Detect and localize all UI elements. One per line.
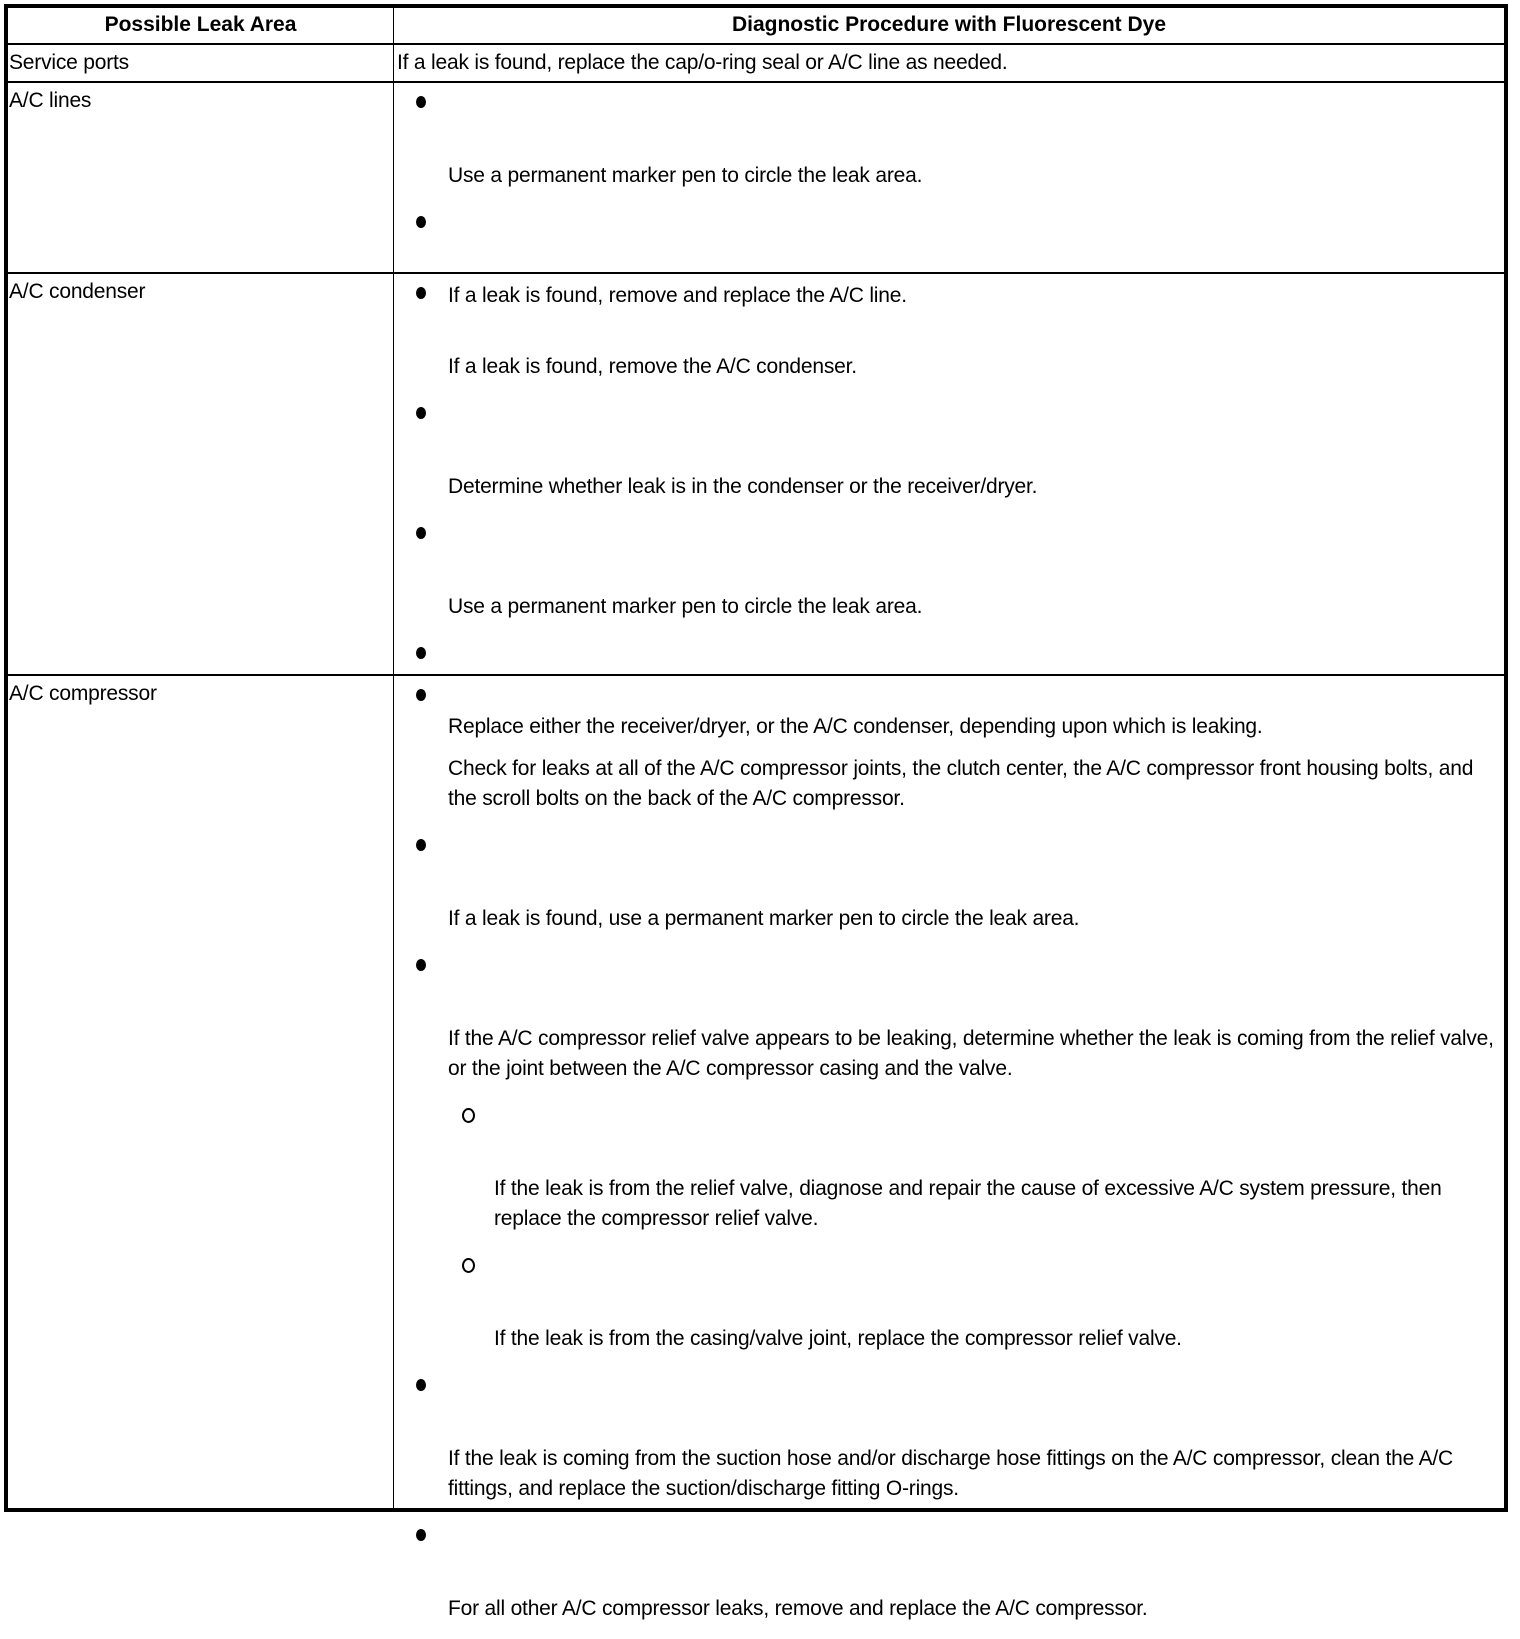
- list-item: [394, 949, 1494, 1369]
- leak-area-label: Service ports: [9, 51, 129, 74]
- list-item-text: For all other A/C compressor leaks, remove and replace the A/C compressor.: [448, 1597, 1148, 1620]
- bullet-disc-icon: [416, 1379, 426, 1391]
- list-item-text: Determine whether leak is in the condenser or the receiver/dryer.: [448, 475, 1038, 498]
- list-item-text: Use a permanent marker pen to circle the leak area.: [448, 164, 923, 187]
- leak-diagnosis-table: [4, 4, 1508, 1620]
- list-item-text: Check for leaks at all of the A/C compressor joints, the clutch center, the A/C compressor front housing bolts, and the scroll bolts on the back of the A/C compressor.: [448, 757, 1474, 810]
- table-row-service-ports: [8, 45, 1504, 83]
- list-item-text: If a leak is found, remove the A/C condenser.: [448, 355, 857, 378]
- procedure-cell: [394, 83, 1504, 307]
- table-row-ac-compressor: [8, 676, 1504, 1620]
- list-item: [394, 679, 1494, 829]
- bullet-disc-icon: [416, 689, 426, 701]
- list-item-text: If the leak is coming from the suction hose and/or discharge hose fittings on the A/C compressor, clean the A/C fittings, and replace the suction/discharge fitting O-rings.: [448, 1447, 1454, 1500]
- bullet-disc-icon: [416, 959, 426, 971]
- sub-list-item-text: If the leak is from the relief valve, diagnose and repair the cause of excessive A/C system pressure, then replace the compressor relief valve.: [494, 1177, 1442, 1230]
- list-item-text: If a leak is found, use a permanent marker pen to circle the leak area.: [448, 907, 1080, 930]
- bullet-disc-icon: [416, 216, 426, 228]
- list-item-text: If the A/C compressor relief valve appears to be leaking, determine whether the leak is coming from the relief valve, or the joint between the A/C compressor casing and the valve.: [448, 1027, 1494, 1080]
- bullet-disc-icon: [416, 1529, 426, 1541]
- leak-area-cell: [8, 676, 394, 1508]
- list-item: [394, 277, 1494, 397]
- leak-area-label: A/C lines: [9, 89, 92, 112]
- list-item-text: Use a permanent marker pen to circle the leak area.: [448, 595, 923, 618]
- leak-area-label: A/C compressor: [9, 682, 157, 705]
- header-diagnostic-procedure: Diagnostic Procedure with Fluorescent Dye: [731, 13, 1167, 36]
- procedure-text: If a leak is found, replace the cap/o-ring seal or A/C line as needed.: [397, 51, 1008, 74]
- leak-area-cell: [8, 45, 394, 81]
- bullet-disc-icon: [416, 527, 426, 539]
- sub-list-item-text: If the leak is from the casing/valve joint, replace the compressor relief valve.: [494, 1327, 1182, 1350]
- procedure-cell: [394, 676, 1504, 1620]
- bullet-disc-icon: [416, 96, 426, 108]
- list-item: [394, 517, 1494, 637]
- sub-list-item: [444, 1099, 1494, 1249]
- procedure-cell: [394, 45, 1504, 81]
- list-item: [394, 1519, 1494, 1639]
- bullet-disc-icon: [416, 287, 426, 299]
- list-item-text: If a leak is found, remove and replace the A/C line.: [448, 284, 907, 307]
- bullet-disc-icon: [416, 647, 426, 659]
- sub-procedure-list: [448, 1099, 1494, 1369]
- sub-list-item: [444, 1249, 1494, 1369]
- bullet-disc-icon: [416, 839, 426, 851]
- leak-area-cell: [8, 274, 394, 674]
- bullet-disc-icon: [416, 407, 426, 419]
- leak-area-label: A/C condenser: [9, 280, 146, 303]
- list-item: [394, 86, 1494, 206]
- procedure-cell: [394, 274, 1504, 738]
- bullet-circle-icon: [462, 1258, 475, 1273]
- list-item-text: Replace either the receiver/dryer, or the A/C condenser, depending upon which is leaking.: [448, 715, 1263, 738]
- procedure-list: [394, 679, 1494, 1639]
- list-item: [394, 829, 1494, 949]
- table-header-row: [8, 8, 1504, 45]
- list-item: [394, 397, 1494, 517]
- bullet-circle-icon: [462, 1108, 475, 1123]
- list-item: [394, 1369, 1494, 1519]
- leak-area-cell: [8, 83, 394, 272]
- header-possible-leak-area: Possible Leak Area: [8, 8, 394, 43]
